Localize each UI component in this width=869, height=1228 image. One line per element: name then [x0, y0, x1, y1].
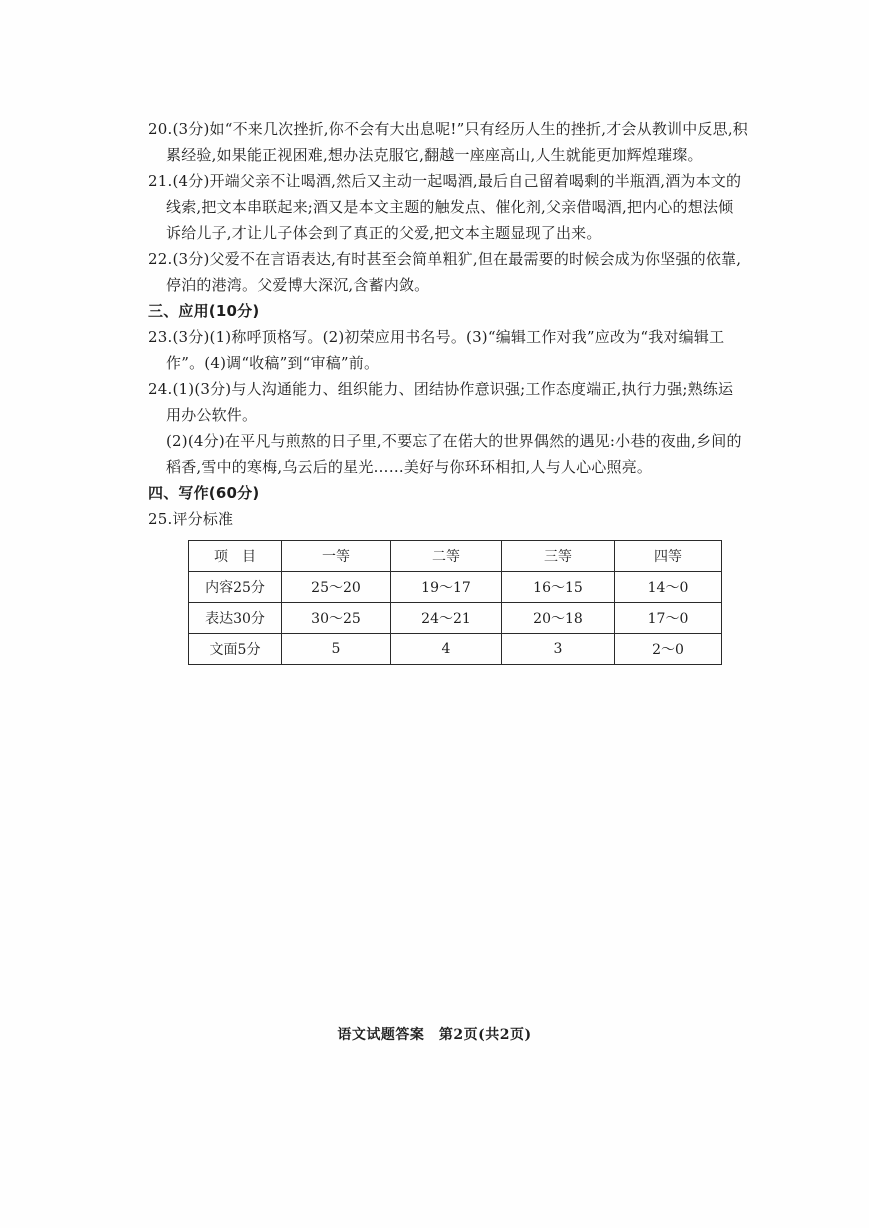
table-cell: 4: [391, 634, 502, 665]
table-header-cell: 二等: [391, 541, 502, 572]
section-heading-writing: 四、写作(60分): [148, 484, 260, 502]
table-cell: 24～21: [391, 603, 502, 634]
answer-text: (1)(3分)与人沟通能力、组织能力、团结协作意识强;工作态度端正,执行力强;熟练运用办公软件。: [166, 380, 734, 424]
answer-24: [148, 376, 748, 428]
table-cell: 3: [502, 634, 615, 665]
table-row: [189, 572, 722, 603]
table-cell: 14～0: [615, 572, 722, 603]
answer-content: [148, 116, 748, 532]
table-header-cell: 项 目: [189, 541, 282, 572]
answer-text: (3分)如“不来几次挫折,你不会有大出息呢!”只有经历人生的挫折,才会从教训中反思,积累经验,如果能正视困难,想办法克服它,翻越一座座高山,人生就能更加辉煌璀璨。: [166, 120, 748, 164]
table-row: [189, 603, 722, 634]
table-cell: 25～20: [282, 572, 391, 603]
answer-23: [148, 324, 748, 376]
answer-text: (4分)开端父亲不让喝酒,然后又主动一起喝酒,最后自己留着喝剩的半瓶酒,酒为本文的线索,把文本串联起来;酒又是本文主题的触发点、催化剂,父亲借喝酒,把内心的想法倾诉给儿子,才让儿子体会到了真正的父爱,把文本主题显现了出来。: [166, 172, 742, 242]
table-cell: 表达30分: [189, 603, 282, 634]
table-cell: 5: [282, 634, 391, 665]
table-cell: 内容25分: [189, 572, 282, 603]
scoring-standard-label: 25.评分标准: [148, 510, 234, 528]
table-cell: 文面5分: [189, 634, 282, 665]
answer-22: [148, 246, 748, 298]
answer-24-part2: (2)(4分)在平凡与煎熬的日子里,不要忘了在偌大的世界偶然的遇见:小巷的夜曲,乡间的稻香,雪中的寒梅,乌云后的星光……美好与你环环相扣,人与人心心照亮。: [166, 432, 742, 476]
table-cell: 19～17: [391, 572, 502, 603]
table-cell: 16～15: [502, 572, 615, 603]
table-header-row: [189, 541, 722, 572]
table-cell: 20～18: [502, 603, 615, 634]
page-footer: 语文试题答案 第2页(共2页): [337, 1027, 532, 1043]
table-header-cell: 一等: [282, 541, 391, 572]
table-header-cell: 三等: [502, 541, 615, 572]
question-number: 20.: [148, 120, 173, 138]
answer-text: (3分)(1)称呼顶格写。(2)初荣应用书名号。(3)“编辑工作对我”应改为“我对编辑工作”。(4)调“收稿”到“审稿”前。: [166, 328, 725, 372]
question-number: 21.: [148, 172, 173, 190]
section-heading-application: 三、应用(10分): [148, 302, 260, 320]
answer-21: [148, 168, 748, 246]
answer-20: [148, 116, 748, 168]
scoring-table: [188, 540, 722, 665]
table-cell: 30～25: [282, 603, 391, 634]
question-number: 23.: [148, 328, 173, 346]
question-number: 24.: [148, 380, 173, 398]
table-header-cell: 四等: [615, 541, 722, 572]
table-row: [189, 634, 722, 665]
table-cell: 2～0: [615, 634, 722, 665]
question-number: 22.: [148, 250, 173, 268]
table-cell: 17～0: [615, 603, 722, 634]
answer-text: (3分)父爱不在言语表达,有时甚至会简单粗犷,但在最需要的时候会成为你坚强的依靠,停泊的港湾。父爱博大深沉,含蓄内敛。: [166, 250, 742, 294]
